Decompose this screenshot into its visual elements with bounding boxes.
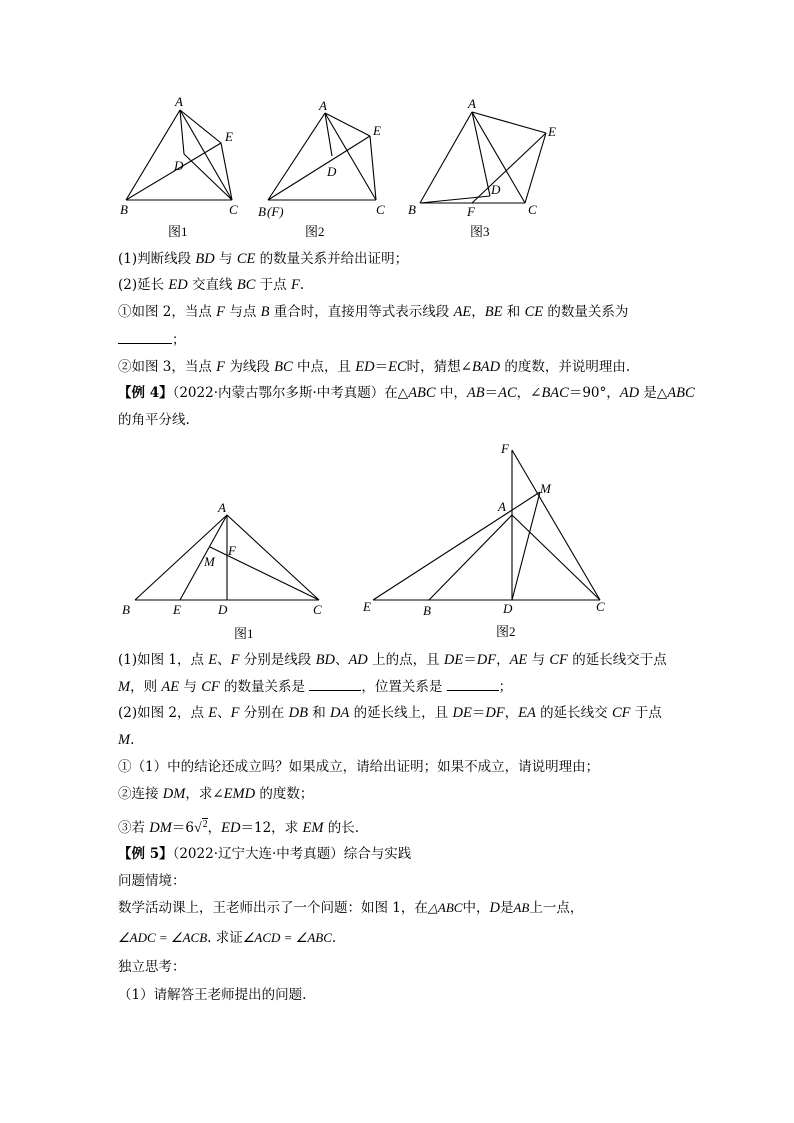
ex4-f1-label-E: E xyxy=(173,602,181,617)
fig1-label-D: D xyxy=(174,158,184,173)
fig2-label-A: A xyxy=(319,98,327,113)
fig2-label-D: D xyxy=(327,164,337,179)
ex4-f1-label-C: C xyxy=(313,602,322,617)
ex4-sub2: ②连接 DM，求∠EMD 的度数； xyxy=(118,786,314,802)
ex4-figure-1 xyxy=(135,515,319,600)
ex4-f2-caption: 图2 xyxy=(496,624,516,639)
ex4-f1-label-M: M xyxy=(204,554,215,569)
ex4-f1-caption: 图1 xyxy=(234,626,254,641)
q3-case1: ①如图 2，当点 F 与点 B 重合时，直接用等式表示线段 AE，BE 和 CE 的数量关系为 xyxy=(118,304,629,320)
ex4-f1-label-F: F xyxy=(228,543,236,558)
ex4-source: （2022·内蒙古鄂尔多斯·中考真题） xyxy=(172,385,385,401)
fig2-label-F: (F) xyxy=(267,204,284,219)
ex4-f1-label-B: B xyxy=(122,602,130,617)
fig3-label-A: A xyxy=(468,96,476,111)
ex4-f2-label-C: C xyxy=(596,599,605,614)
ex4-statement-line2: 的角平分线. xyxy=(118,412,190,428)
ex4-f2-label-D: D xyxy=(503,601,513,616)
ex4-q1: (1)如图 1，点 E、F 分别是线段 BD、AD 上的点，且 DE＝DF，AE 与 CF 的延长线交于点 xyxy=(118,652,667,668)
ex5-think: 独立思考： xyxy=(118,959,186,975)
fig3-label-C: C xyxy=(528,202,537,217)
ex4-q1-line2: M，则 AE 与 CF 的数量关系是 ，位置关系是 ； xyxy=(118,676,512,697)
ex4-figure-2 xyxy=(373,450,600,600)
ex4-f1-label-A: A xyxy=(218,500,226,515)
fig1-label-E: E xyxy=(225,129,233,144)
fig2-label-B: B xyxy=(258,204,266,219)
fig1-label-A: A xyxy=(175,94,183,109)
ex5-q1: （1）请解答王老师提出的问题. xyxy=(118,987,307,1003)
ex4-sub1: ①（1）中的结论还成立吗？如果成立，请给出证明；如果不成立，请说明理由； xyxy=(118,759,600,775)
fig1-label-C: C xyxy=(229,202,238,217)
fig2-caption: 图2 xyxy=(305,224,325,239)
ex4-f2-label-F: F xyxy=(501,441,509,456)
ex5-situation: 问题情境： xyxy=(118,873,186,889)
fig3-label-D: D xyxy=(491,182,501,197)
ex4-f2-label-B: B xyxy=(423,603,431,618)
sqrt-symbol: √$^2$ xyxy=(193,819,208,836)
ex5-tag: 【例 5】 xyxy=(118,846,173,862)
ex5-problem: 数学活动课上，王老师出示了一个问题：如图 1，在△ABC中，D是AB上一点， xyxy=(118,900,584,916)
ex5-problem-line2: ∠ADC = ∠ACB. 求证∠ACD = ∠ABC. xyxy=(118,930,337,946)
ex4-statement: 【例 4】（2022·内蒙古鄂尔多斯·中考真题）在△ABC 中，AB＝AC，∠BAC＝90°，AD 是△ABC xyxy=(118,385,695,401)
q3-case1-answer-line: ； xyxy=(118,329,186,350)
answer-blank-position[interactable] xyxy=(447,676,499,691)
answer-blank-quantity[interactable] xyxy=(309,676,361,691)
ex4-q2-line2: M. xyxy=(118,732,135,748)
fig1-caption: 图1 xyxy=(168,224,188,239)
fig3-label-E: E xyxy=(548,124,556,139)
fig1-label-B: B xyxy=(120,202,128,217)
fig2-label-E: E xyxy=(373,123,381,138)
q3-part2: (2)延长 ED 交直线 BC 于点 F. xyxy=(118,277,305,293)
ex4-f2-label-E: E xyxy=(363,599,371,614)
ex4-sub3: ③若 DM＝6√$^2$，ED＝12，求 EM 的长. xyxy=(118,819,359,836)
fig3-caption: 图3 xyxy=(470,224,490,239)
q3-part1: (1)判断线段 BD 与 CE 的数量关系并给出证明； xyxy=(118,251,409,267)
q3-case2: ②如图 3，当点 F 为线段 BC 中点，且 ED＝EC时，猜想∠BAD 的度数，并说明理由. xyxy=(118,359,631,375)
fig3-label-F: F xyxy=(467,204,475,219)
ex4-q2: (2)如图 2，点 E、F 分别在 DB 和 DA 的延长线上，且 DE＝DF，EA 的延长线交 CF 于点 xyxy=(118,705,662,721)
fig2-label-C: C xyxy=(376,202,385,217)
fig3-label-B: B xyxy=(408,202,416,217)
ex4-tag: 【例 4】 xyxy=(118,385,173,401)
ex5-title: 【例 5】（2022·辽宁大连·中考真题）综合与实践 xyxy=(118,846,412,862)
ex4-f2-label-M: M xyxy=(540,481,551,496)
ex4-f1-label-D: D xyxy=(218,602,228,617)
ex5-source: （2022·辽宁大连·中考真题） xyxy=(172,846,344,862)
ex4-f2-label-A: A xyxy=(498,499,506,514)
